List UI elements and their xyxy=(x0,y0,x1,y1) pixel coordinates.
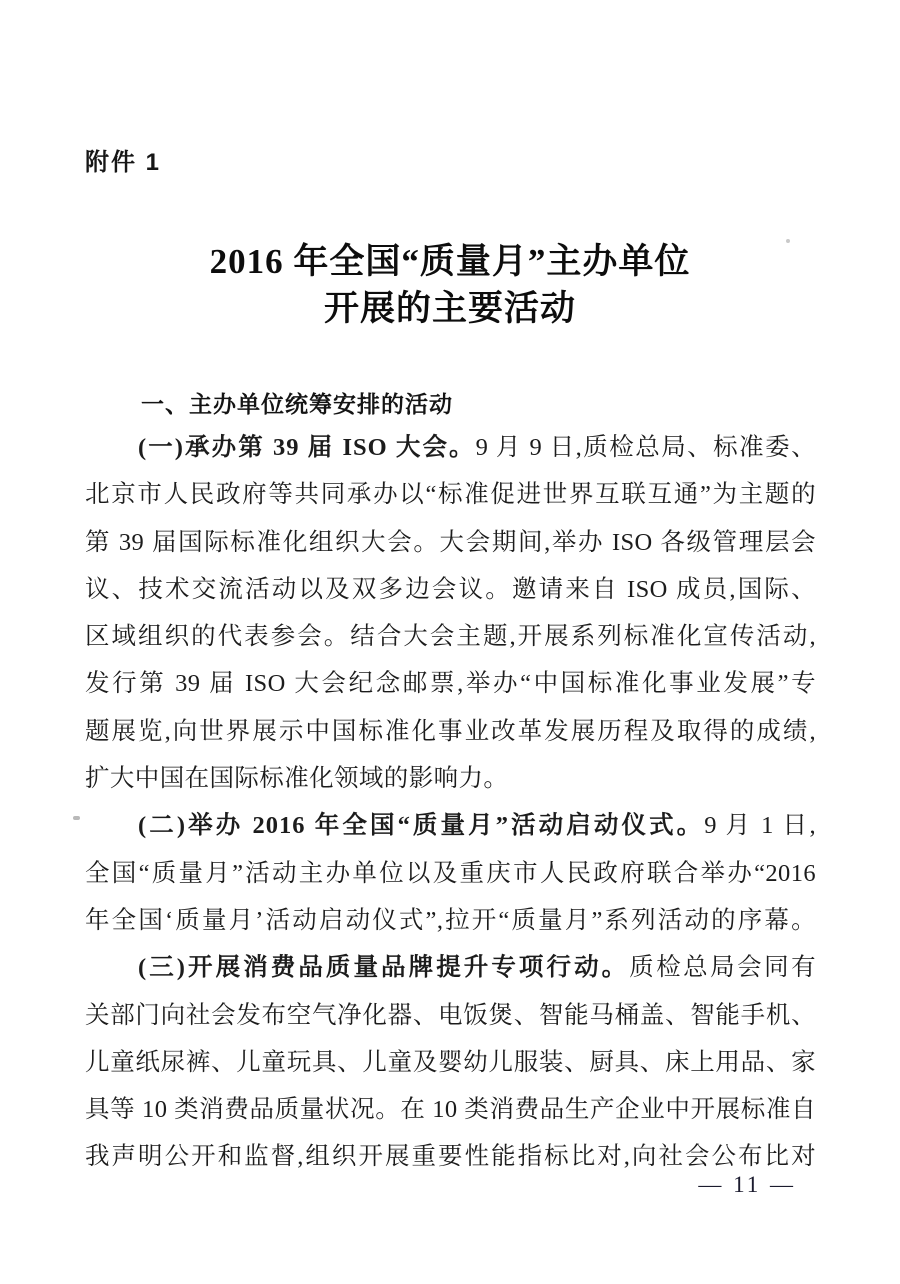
text-line xyxy=(85,897,816,944)
text-segment: 议、技术交流活动以及双多边会议。邀请来自 ISO 成员,国际、 xyxy=(85,575,816,603)
text-segment: 儿童纸尿裤、儿童玩具、儿童及婴幼儿服装、厨具、床上用品、家 xyxy=(85,1048,816,1076)
text-segment: 9 月 1 日, xyxy=(704,812,816,840)
text-segment: 质检总局会同有 xyxy=(629,954,816,982)
text-line xyxy=(85,802,816,849)
document-title-line-2: 开展的主要活动 xyxy=(323,289,576,328)
text-segment: 北京市人民政府等共同承办以“标准促进世界互联互通”为主题的 xyxy=(85,481,816,509)
text-line xyxy=(85,944,816,991)
text-line xyxy=(85,850,816,897)
text-segment: 区域组织的代表参会。结合大会主题,开展系列标准化宣传活动, xyxy=(85,623,816,651)
text-line xyxy=(85,708,816,755)
text-line xyxy=(85,755,816,802)
document-title xyxy=(0,238,900,332)
bold-lead: (一)承办第 39 届 ISO 大会。 xyxy=(138,434,476,461)
text-line xyxy=(85,992,816,1039)
document-title-line-1: 2016 年全国“质量月”主办单位 xyxy=(209,242,691,281)
document-body xyxy=(85,424,816,1181)
text-line xyxy=(85,471,816,518)
text-segment: 我声明公开和监督,组织开展重要性能指标比对,向社会公布比对 xyxy=(85,1143,816,1171)
scan-artifact xyxy=(73,816,80,820)
paragraph xyxy=(85,944,816,1180)
text-line xyxy=(85,566,816,613)
text-segment: 第 39 届国际标准化组织大会。大会期间,举办 ISO 各级管理层会 xyxy=(85,528,816,556)
text-segment: 扩大中国在国际标准化领域的影响力。 xyxy=(85,765,509,793)
page-number: — 11 — xyxy=(698,1172,796,1197)
attachment-label: 附件 1 xyxy=(85,149,162,176)
text-line xyxy=(85,660,816,707)
text-segment: 具等 10 类消费品质量状况。在 10 类消费品生产企业中开展标准自 xyxy=(85,1096,816,1124)
text-segment: 发行第 39 届 ISO 大会纪念邮票,举办“中国标准化事业发展”专 xyxy=(85,670,816,698)
text-segment: 题展览,向世界展示中国标准化事业改革发展历程及取得的成绩, xyxy=(85,717,816,745)
text-segment: 9 月 9 日,质检总局、标准委、 xyxy=(475,434,816,461)
section-heading: 一、主办单位统筹安排的活动 xyxy=(141,391,453,417)
paragraph xyxy=(85,802,816,944)
text-line xyxy=(85,424,816,471)
text-line xyxy=(85,1086,816,1133)
text-line xyxy=(85,613,816,660)
text-line xyxy=(85,1039,816,1086)
text-segment: 全国“质量月”活动主办单位以及重庆市人民政府联合举办“2016 xyxy=(85,859,816,887)
text-segment: 关部门向社会发布空气净化器、电饭煲、智能马桶盖、智能手机、 xyxy=(85,1001,816,1029)
scan-artifact xyxy=(786,239,790,243)
bold-lead: (二)举办 2016 年全国“质量月”活动启动仪式。 xyxy=(138,812,705,840)
paragraph xyxy=(85,424,816,802)
bold-lead: (三)开展消费品质量品牌提升专项行动。 xyxy=(138,954,630,982)
text-line xyxy=(85,519,816,566)
text-segment: 年全国‘质量月’活动启动仪式”,拉开“质量月”系列活动的序幕。 xyxy=(85,906,816,934)
